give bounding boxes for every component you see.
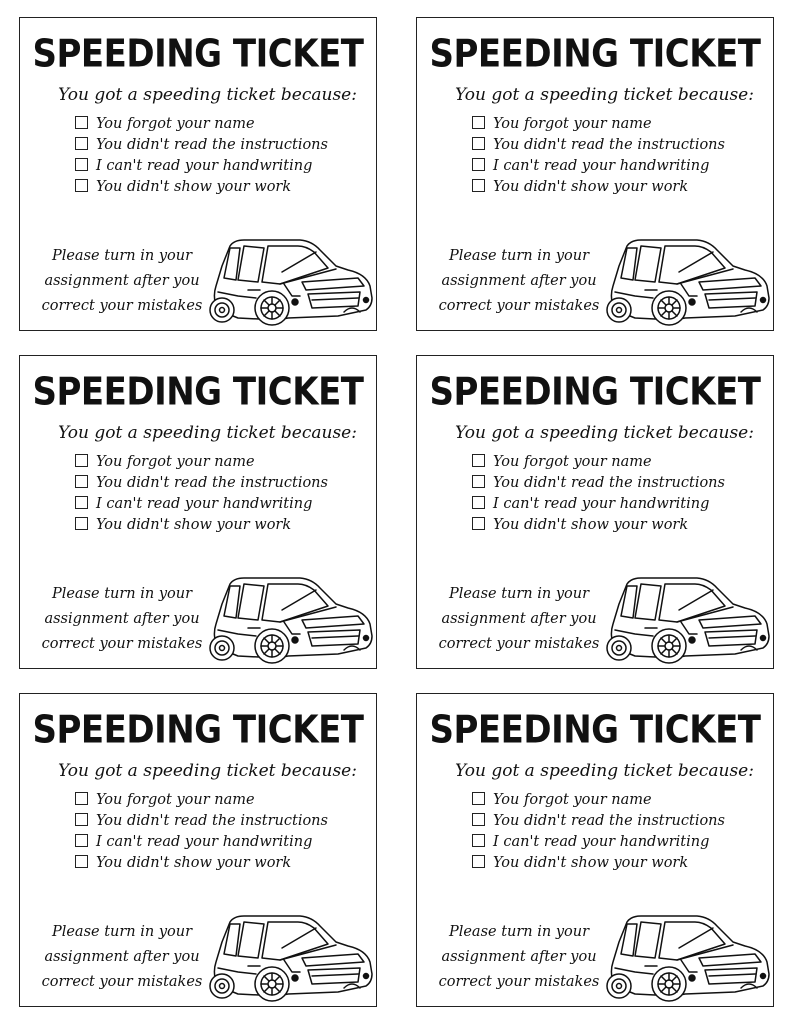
message-line: Please turn in your	[51, 586, 193, 602]
reason-label: You didn't show your work	[96, 517, 292, 533]
ticket-intro: You got a speeding ticket because:	[455, 761, 754, 781]
reason-item[interactable]	[75, 811, 328, 832]
speeding-ticket-card	[19, 355, 377, 669]
message-line: Please turn in your	[51, 924, 193, 940]
checkbox-icon[interactable]	[75, 475, 88, 488]
ticket-title: SPEEDING TICKET	[429, 369, 761, 415]
checkbox-icon[interactable]	[75, 179, 88, 192]
message-line: correct your mistakes	[41, 636, 203, 652]
reason-label: You forgot your name	[493, 454, 652, 470]
reason-label: You didn't show your work	[493, 855, 689, 871]
ticket-message	[34, 920, 210, 995]
reason-item[interactable]	[75, 135, 328, 156]
reason-label: You didn't show your work	[96, 855, 292, 871]
reason-item[interactable]	[75, 452, 328, 473]
reason-label: You forgot your name	[493, 116, 652, 132]
car-icon	[208, 574, 374, 666]
reason-item[interactable]	[472, 515, 725, 536]
ticket-intro: You got a speeding ticket because:	[58, 85, 357, 105]
car-icon	[208, 912, 374, 1004]
message-line: assignment after you	[441, 273, 597, 289]
reason-list	[472, 114, 725, 198]
checkbox-icon[interactable]	[472, 179, 485, 192]
message-line: correct your mistakes	[41, 974, 203, 990]
message-line: correct your mistakes	[438, 298, 600, 314]
ticket-intro: You got a speeding ticket because:	[58, 423, 357, 443]
reason-list	[75, 790, 328, 874]
car-icon	[605, 912, 771, 1004]
reason-label: You didn't read the instructions	[96, 137, 328, 153]
ticket-intro: You got a speeding ticket because:	[455, 85, 754, 105]
speeding-ticket-card	[19, 17, 377, 331]
reason-item[interactable]	[472, 853, 725, 874]
reason-label: You didn't read the instructions	[96, 475, 328, 491]
message-line: assignment after you	[441, 611, 597, 627]
reason-item[interactable]	[472, 452, 725, 473]
checkbox-icon[interactable]	[75, 855, 88, 868]
checkbox-icon[interactable]	[472, 813, 485, 826]
checkbox-icon[interactable]	[75, 116, 88, 129]
ticket-title: SPEEDING TICKET	[429, 31, 761, 77]
reason-list	[75, 452, 328, 536]
checkbox-icon[interactable]	[75, 496, 88, 509]
checkbox-icon[interactable]	[472, 834, 485, 847]
reason-item[interactable]	[75, 156, 328, 177]
ticket-message	[431, 244, 607, 319]
checkbox-icon[interactable]	[75, 813, 88, 826]
checkbox-icon[interactable]	[75, 158, 88, 171]
checkbox-icon[interactable]	[472, 475, 485, 488]
reason-item[interactable]	[472, 790, 725, 811]
reason-item[interactable]	[472, 473, 725, 494]
reason-item[interactable]	[75, 853, 328, 874]
reason-item[interactable]	[472, 135, 725, 156]
message-line: assignment after you	[44, 273, 200, 289]
checkbox-icon[interactable]	[472, 158, 485, 171]
message-line: Please turn in your	[448, 586, 590, 602]
reason-item[interactable]	[75, 515, 328, 536]
message-line: correct your mistakes	[41, 298, 203, 314]
reason-label: You didn't show your work	[493, 517, 689, 533]
reason-item[interactable]	[472, 177, 725, 198]
reason-list	[75, 114, 328, 198]
ticket-message	[34, 244, 210, 319]
checkbox-icon[interactable]	[472, 454, 485, 467]
reason-item[interactable]	[472, 494, 725, 515]
checkbox-icon[interactable]	[472, 792, 485, 805]
ticket-title: SPEEDING TICKET	[429, 707, 761, 753]
reason-label: I can't read your handwriting	[96, 158, 313, 174]
reason-label: You forgot your name	[493, 792, 652, 808]
reason-item[interactable]	[472, 156, 725, 177]
message-line: correct your mistakes	[438, 974, 600, 990]
reason-item[interactable]	[472, 832, 725, 853]
message-line: assignment after you	[441, 949, 597, 965]
reason-label: I can't read your handwriting	[96, 496, 313, 512]
reason-item[interactable]	[75, 114, 328, 135]
reason-label: You forgot your name	[96, 116, 255, 132]
checkbox-icon[interactable]	[472, 137, 485, 150]
car-icon	[208, 236, 374, 328]
message-line: Please turn in your	[448, 248, 590, 264]
car-icon	[605, 236, 771, 328]
reason-item[interactable]	[75, 177, 328, 198]
reason-item[interactable]	[75, 832, 328, 853]
reason-label: I can't read your handwriting	[493, 496, 710, 512]
checkbox-icon[interactable]	[75, 792, 88, 805]
reason-list	[472, 790, 725, 874]
car-icon	[605, 574, 771, 666]
ticket-intro: You got a speeding ticket because:	[455, 423, 754, 443]
reason-item[interactable]	[472, 114, 725, 135]
checkbox-icon[interactable]	[472, 517, 485, 530]
checkbox-icon[interactable]	[472, 855, 485, 868]
reason-label: You didn't read the instructions	[493, 137, 725, 153]
speeding-ticket-card	[416, 17, 774, 331]
speeding-ticket-card	[19, 693, 377, 1007]
reason-label: You forgot your name	[96, 792, 255, 808]
reason-label: You forgot your name	[96, 454, 255, 470]
reason-item[interactable]	[75, 473, 328, 494]
reason-label: You didn't read the instructions	[493, 813, 725, 829]
message-line: correct your mistakes	[438, 636, 600, 652]
reason-list	[472, 452, 725, 536]
reason-item[interactable]	[75, 790, 328, 811]
reason-label: You didn't show your work	[493, 179, 689, 195]
speeding-ticket-card	[416, 693, 774, 1007]
reason-label: I can't read your handwriting	[96, 834, 313, 850]
ticket-title: SPEEDING TICKET	[32, 369, 364, 415]
speeding-ticket-card	[416, 355, 774, 669]
message-line: Please turn in your	[448, 924, 590, 940]
checkbox-icon[interactable]	[75, 454, 88, 467]
ticket-title: SPEEDING TICKET	[32, 707, 364, 753]
checkbox-icon[interactable]	[75, 517, 88, 530]
ticket-message	[34, 582, 210, 657]
reason-label: I can't read your handwriting	[493, 158, 710, 174]
ticket-intro: You got a speeding ticket because:	[58, 761, 357, 781]
reason-label: I can't read your handwriting	[493, 834, 710, 850]
reason-label: You didn't read the instructions	[493, 475, 725, 491]
checkbox-icon[interactable]	[75, 137, 88, 150]
message-line: Please turn in your	[51, 248, 193, 264]
reason-item[interactable]	[472, 811, 725, 832]
message-line: assignment after you	[44, 949, 200, 965]
ticket-message	[431, 920, 607, 995]
ticket-title: SPEEDING TICKET	[32, 31, 364, 77]
checkbox-icon[interactable]	[472, 116, 485, 129]
message-line: assignment after you	[44, 611, 200, 627]
ticket-message	[431, 582, 607, 657]
reason-item[interactable]	[75, 494, 328, 515]
checkbox-icon[interactable]	[75, 834, 88, 847]
reason-label: You didn't show your work	[96, 179, 292, 195]
checkbox-icon[interactable]	[472, 496, 485, 509]
reason-label: You didn't read the instructions	[96, 813, 328, 829]
